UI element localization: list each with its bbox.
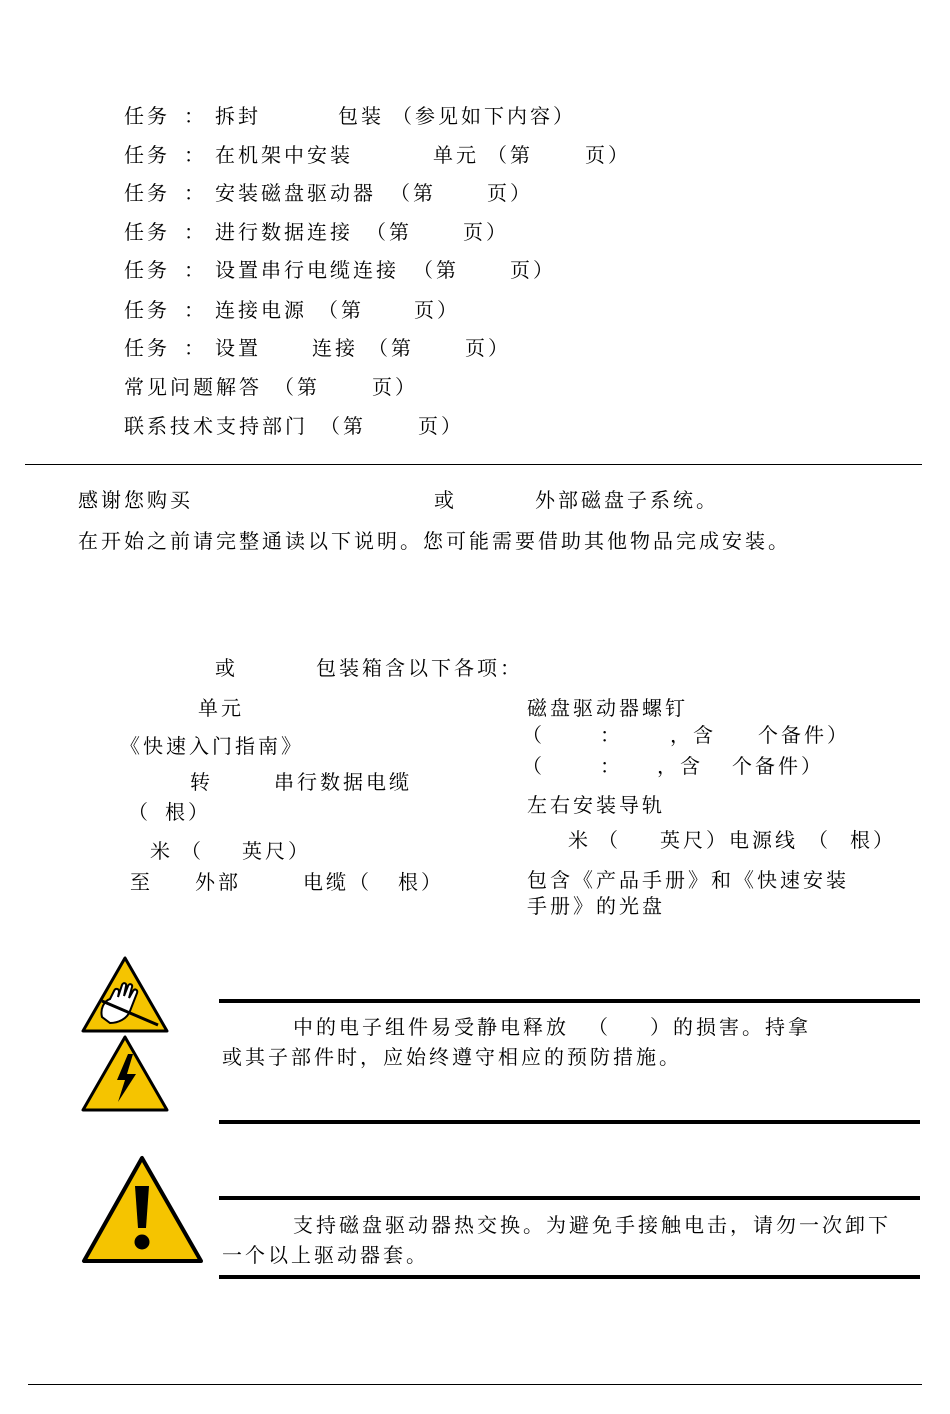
page-ref-close: 页）: [510, 258, 556, 282]
task-title: 在机架中安装: [215, 143, 353, 167]
package-item: 英尺）电源线: [660, 828, 798, 852]
page-ref-close: 页）: [465, 336, 511, 360]
page-ref-open: （第: [487, 143, 533, 167]
task-colon: ：: [184, 258, 207, 282]
package-item: 左右安装导轨: [527, 793, 665, 817]
task-colon: ：: [184, 104, 207, 128]
task-title: 设置串行电缆连接: [215, 258, 399, 282]
page-ref-close: 页）: [487, 181, 533, 205]
page-ref-open: （第: [390, 181, 436, 205]
task-label: 任务: [124, 104, 170, 128]
intro-text: 外部磁盘子系统。: [535, 488, 719, 512]
notice-top-rule: [219, 999, 920, 1003]
electric-shock-icon: [80, 1034, 172, 1114]
package-heading: 或: [215, 656, 238, 680]
package-item: 手册》的光盘: [527, 894, 665, 918]
page-ref-close: 页）: [414, 298, 460, 322]
task-colon: ：: [184, 336, 207, 360]
page-ref-close: 页）: [418, 414, 464, 438]
notice-text: ）的损害。持拿: [650, 1015, 811, 1039]
intro-text: 或: [434, 488, 457, 512]
task-title: 连接电源: [215, 298, 307, 322]
intro-text: 感谢您购买: [78, 488, 193, 512]
page-ref-close: 页）: [585, 143, 631, 167]
package-item: 英尺）: [242, 839, 311, 863]
task-title: 设置: [215, 336, 261, 360]
package-heading: 包装箱含以下各项：: [316, 656, 523, 680]
task-label: 任务: [124, 181, 170, 205]
package-item: 串行数据电缆: [274, 770, 412, 794]
package-item: （: [128, 800, 151, 824]
task-title-part: 单元: [433, 143, 479, 167]
package-item: 《快速入门指南》: [120, 734, 304, 758]
package-item: 米: [150, 839, 173, 863]
page-ref-open: （第: [366, 220, 412, 244]
notice-top-rule: [219, 1196, 920, 1200]
task-title: 拆封: [215, 104, 261, 128]
page-ref-open: （第: [274, 375, 320, 399]
notice-text: 支持磁盘驱动器热交换。为避免手接触电击，请勿一次卸下: [293, 1213, 891, 1237]
task-title-part: 连接: [312, 336, 358, 360]
package-item: 电缆（: [303, 870, 372, 894]
package-item: ：: [600, 754, 623, 778]
package-item: （: [598, 828, 621, 852]
esd-warning-icon: [80, 955, 172, 1035]
task-label: 任务: [124, 220, 170, 244]
package-item: 外部: [195, 870, 241, 894]
faq-title: 常见问题解答: [124, 375, 262, 399]
page-ref-open: （第: [368, 336, 414, 360]
package-item: （: [181, 839, 204, 863]
package-item: 根）: [398, 870, 444, 894]
support-title: 联系技术支持部门: [124, 414, 308, 438]
notice-text: 中的电子组件易受静电释放: [293, 1015, 569, 1039]
task-title: 进行数据连接: [215, 220, 353, 244]
package-item: 单元: [198, 696, 244, 720]
section-divider: [25, 464, 922, 465]
notice-text: （: [588, 1015, 611, 1039]
page-ref-close: 页）: [372, 375, 418, 399]
package-item: ，含: [670, 723, 716, 747]
notice-text: 或其子部件时，应始终遵守相应的预防措施。: [222, 1045, 682, 1069]
package-item: （: [522, 723, 545, 747]
task-title: 安装磁盘驱动器: [215, 181, 376, 205]
task-label: 任务: [124, 298, 170, 322]
task-note: （参见如下内容）: [392, 104, 576, 128]
package-item: 包含《产品手册》和《快速安装: [527, 868, 849, 892]
page-ref-open: （第: [320, 414, 366, 438]
notice-bottom-rule: [219, 1275, 920, 1279]
package-item: ：: [600, 723, 623, 747]
task-label: 任务: [124, 258, 170, 282]
package-item: 个备件）: [732, 754, 824, 778]
package-item: 根）: [165, 800, 211, 824]
intro-instruction: 在开始之前请完整通读以下说明。您可能需要借助其他物品完成安装。: [78, 529, 791, 553]
package-item: ，含: [657, 754, 703, 778]
task-colon: ：: [184, 220, 207, 244]
page-ref-open: （第: [318, 298, 364, 322]
package-item: 磁盘驱动器螺钉: [527, 696, 688, 720]
task-colon: ：: [184, 143, 207, 167]
package-item: 米: [568, 828, 591, 852]
page-ref-close: 页）: [463, 220, 509, 244]
notice-text: 一个以上驱动器套。: [222, 1243, 429, 1267]
task-title-part: 包装: [338, 104, 384, 128]
page-ref-open: （第: [413, 258, 459, 282]
caution-exclamation-icon: [80, 1154, 206, 1266]
task-colon: ：: [184, 298, 207, 322]
package-item: 根）: [850, 828, 896, 852]
package-item: 转: [190, 770, 213, 794]
task-colon: ：: [184, 181, 207, 205]
notice-bottom-rule: [219, 1120, 920, 1124]
footer-divider: [28, 1384, 922, 1385]
task-label: 任务: [124, 143, 170, 167]
package-item: （: [522, 754, 545, 778]
package-item: （: [808, 828, 831, 852]
task-label: 任务: [124, 336, 170, 360]
package-item: 至: [130, 870, 153, 894]
package-item: 个备件）: [758, 723, 850, 747]
